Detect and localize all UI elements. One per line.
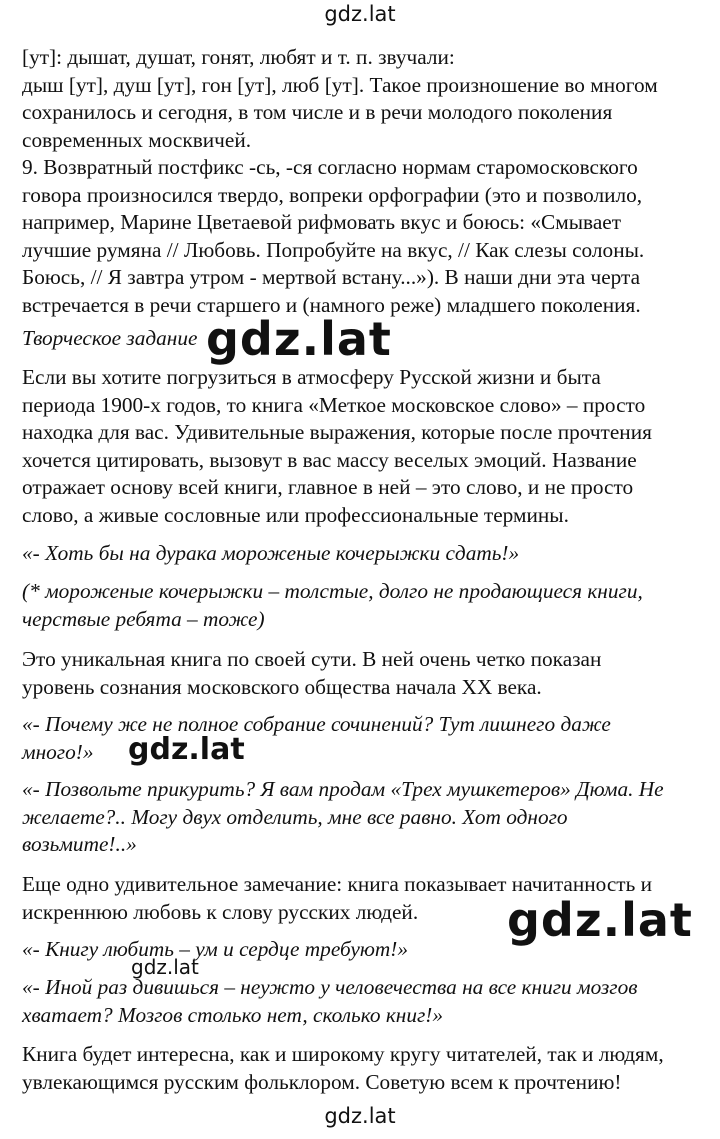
note-kocheryzhki: (* мороженые кочерыжки – толстые, долго не продающиеся книги, черствые ребята – тоже) — [22, 579, 643, 631]
paragraph-conclusion: Книга будет интересна, как и широкому кругу читателей, так и людям, увлекающимся русским фольклором. Советую всем к прочтению! — [22, 1042, 664, 1094]
watermark-large-1: gdz.lat — [206, 312, 392, 366]
quote-kocheryzhki: «- Хоть бы на дурака мороженые кочерыжки сдать!» — [22, 541, 520, 565]
quote-brains: «- Иной раз дивишься – неужто у человечества на все книги мозгов хватает? Мозгов столько нет, сколько книг!» — [22, 975, 638, 1027]
watermark-top: gdz.lat — [324, 2, 396, 26]
quote-musketeers: «- Позвольте прикурить? Я вам продам «Трех мушкетеров» Дюма. Не желаете?.. Могу двух отделить, мне все равно. Хот одного возьмите!..» — [22, 777, 664, 856]
creative-task-heading: Творческое задание — [22, 326, 198, 350]
watermark-mid: gdz.lat — [128, 732, 245, 767]
quote-collection: «- Почему же не полное собрание сочинений? Тут лишнего даже много!» — [22, 712, 611, 764]
paragraph-pronunciation: [ут]: дышат, душат, гонят, любят и т. п. звучали: дыш [ут], душ [ут], гон [ут], люб [ут]. Такое произношение во многом сохранилось и сегодня, в том числе и в речи молодого поколения современных москвичей. 9. Возвратный постфикс -сь, -ся согласно нормам старомосковского говора произносился твердо, вопреки орфографии (это и позволило, например, Марине Цветаевой рифмовать вкус и боюсь: «Смывает лучшие румяна // Любовь. Попробуйте на вкус, // Как слезы солоны. Боюсь, // Я завтра утром - мертвой встану...»). В наши дни эта черта встречается в речи старшего и (намного реже) младшего поколения. — [22, 45, 658, 317]
paragraph-unique: Это уникальная книга по своей сути. В ней очень четко показан уровень сознания московского общества начала XX века. — [22, 647, 602, 699]
watermark-large-2: gdz.lat — [507, 893, 693, 947]
watermark-small: gdz.lat — [131, 955, 199, 979]
quote-love-book: «- Книгу любить – ум и сердце требуют!» — [22, 937, 409, 961]
watermark-bottom: gdz.lat — [324, 1104, 396, 1128]
paragraph-erudition: Еще одно удивительное замечание: книга показывает начитанность и искреннюю любовь к слову русских людей. — [22, 872, 653, 924]
paragraph-intro: Если вы хотите погрузиться в атмосферу Русской жизни и быта периода 1900-х годов, то книга «Меткое московское слово» – просто находка для вас. Удивительные выражения, которые после прочтения хочется цитировать, вызовут в вас массу веселых эмоций. Название отражает основу всей книги, главное в ней – это слово, и не просто слово, а живые сословные или профессиональные термины. — [22, 365, 652, 527]
